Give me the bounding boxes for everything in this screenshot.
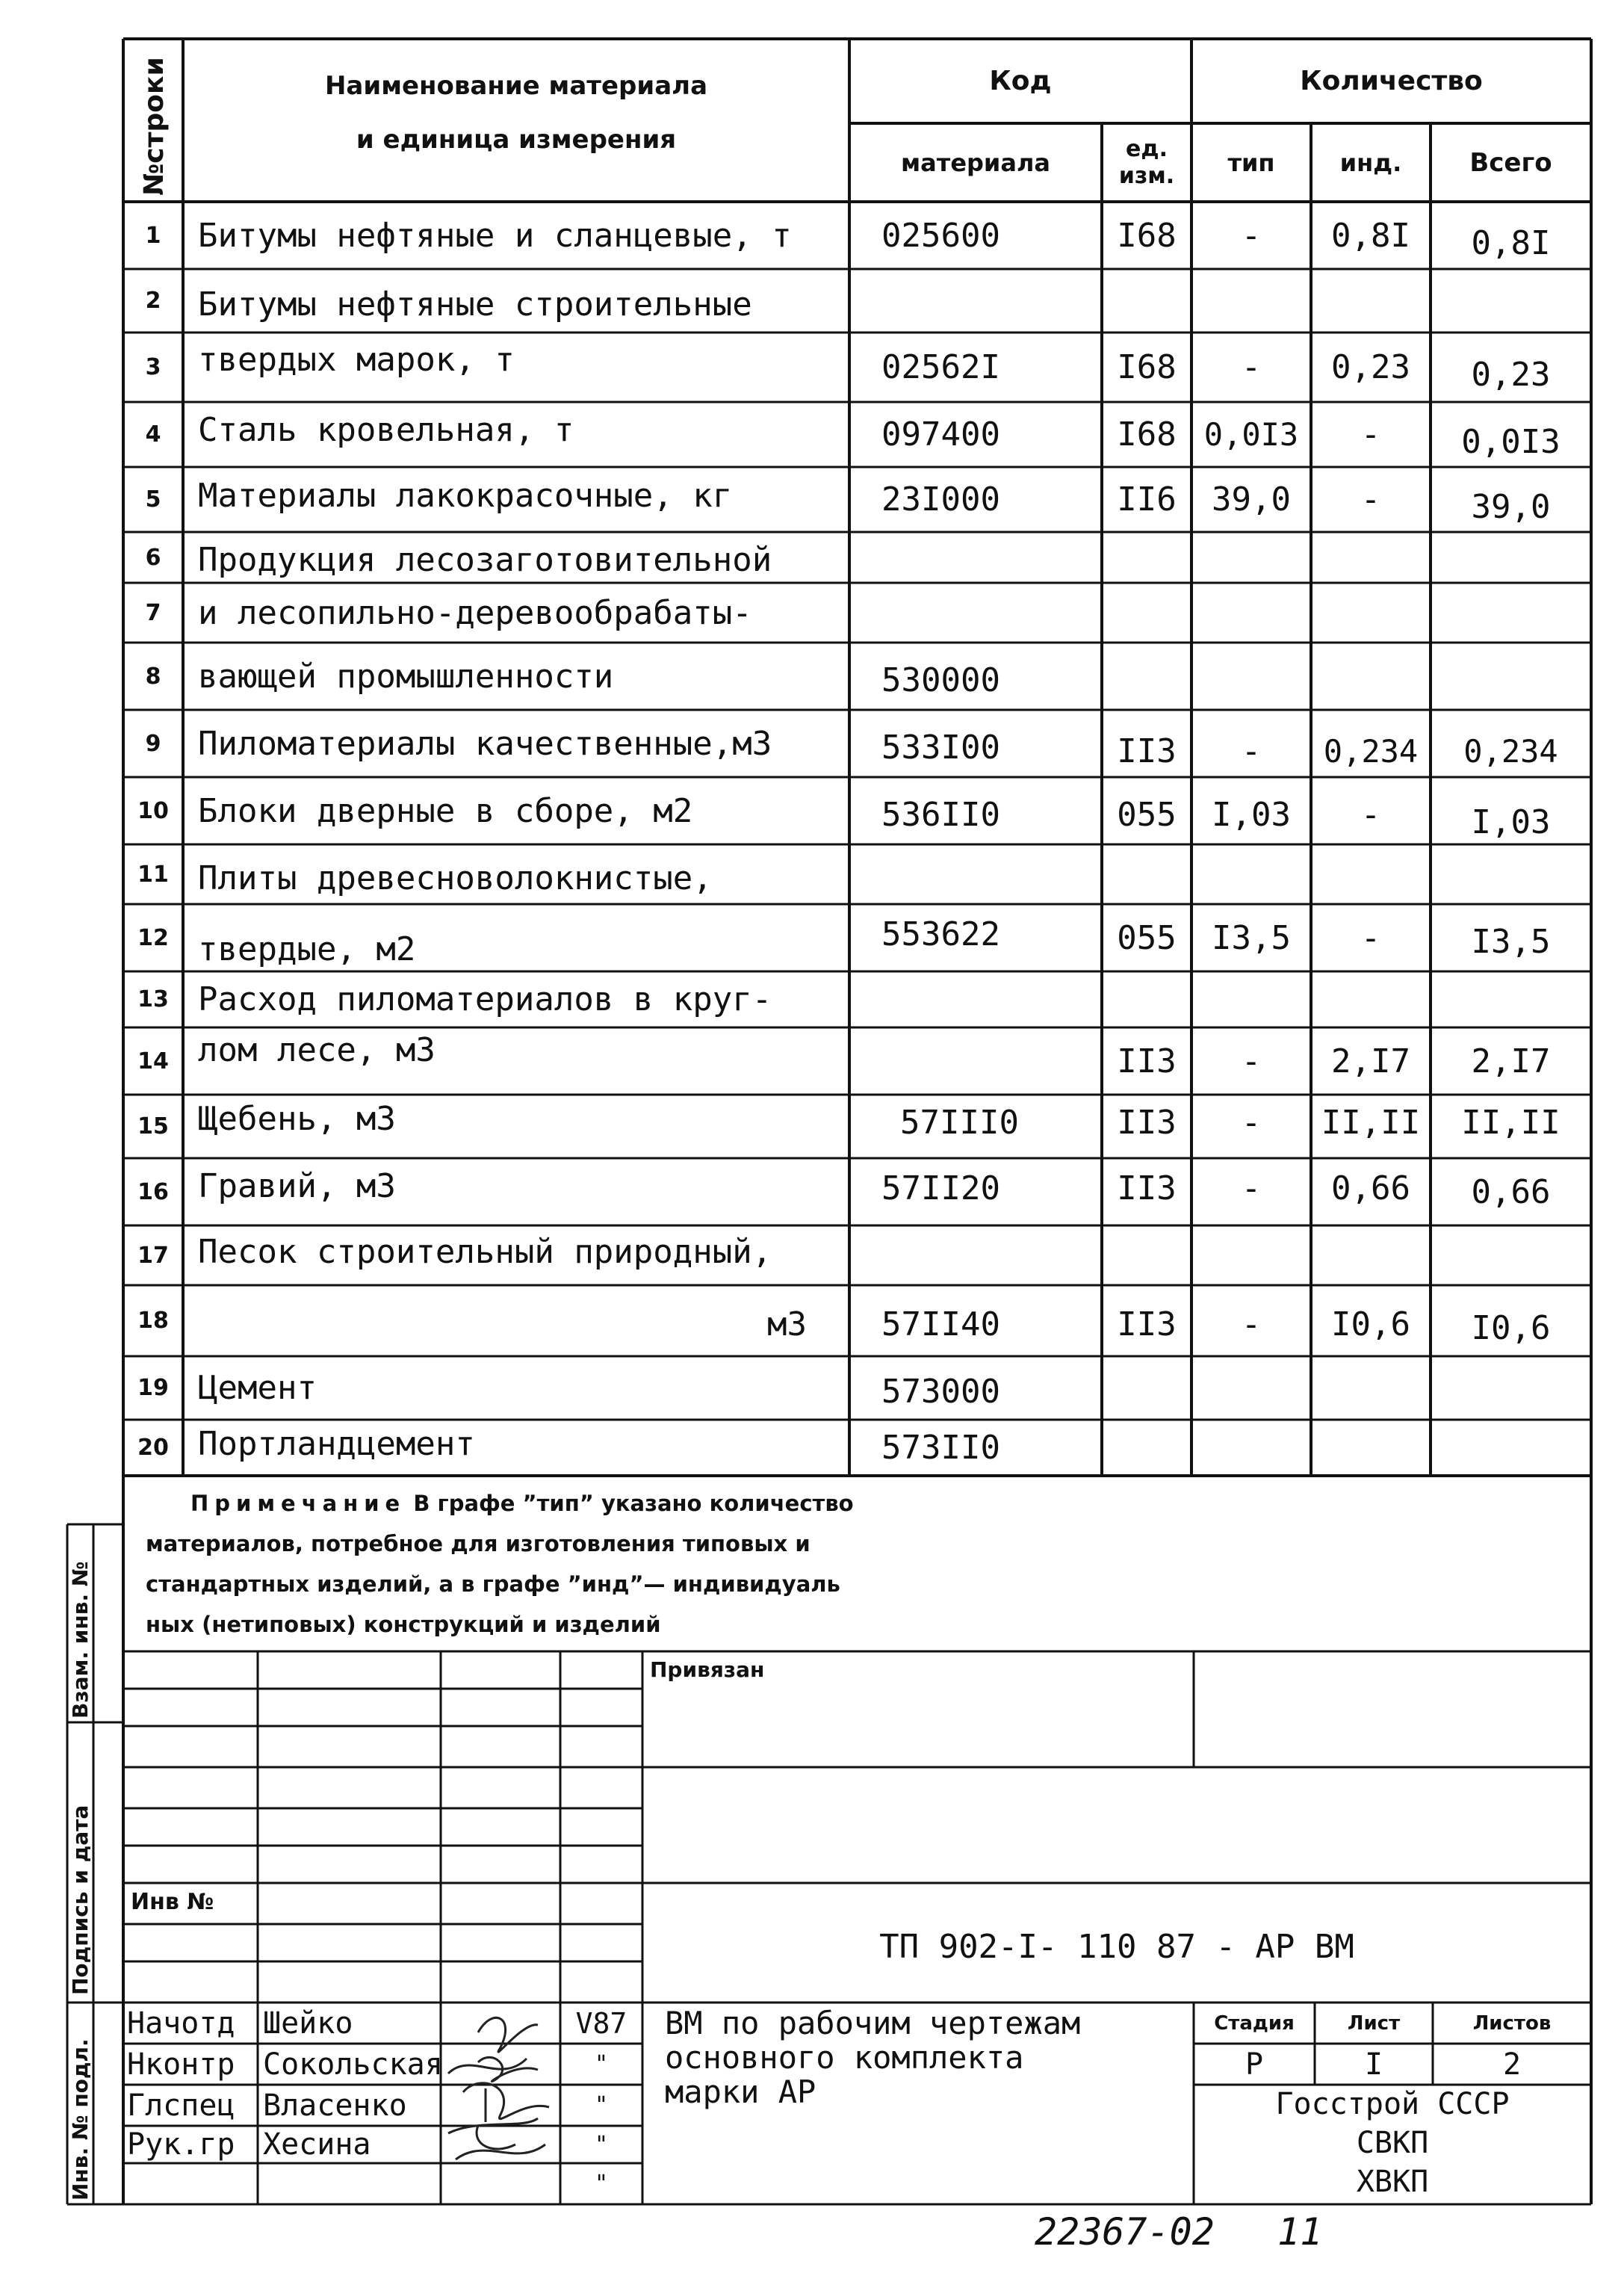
material-code: 573II0 [881, 1429, 1000, 1467]
unit-code: I68 [1117, 216, 1177, 255]
unit-code: II3 [1117, 1305, 1177, 1343]
row-number: 16 [137, 1178, 169, 1205]
qty-type: - [1241, 1042, 1262, 1080]
qty-total: I0,6 [1471, 1309, 1551, 1347]
qty-ind: I0,6 [1331, 1305, 1410, 1343]
signer-role: Рук.гр [127, 2127, 235, 2162]
qty-total: 0,66 [1471, 1172, 1551, 1211]
material-name: Гравий, м3 [198, 1166, 396, 1205]
material-name: твердых марок, т [198, 341, 515, 379]
row-number: 8 [145, 663, 161, 690]
material-name: лом лесе, м3 [198, 1030, 436, 1069]
row-number: 4 [145, 421, 161, 448]
qty-total: I3,5 [1471, 922, 1551, 961]
signer-name: Сокольская [263, 2047, 443, 2082]
sheet-label: Лист [1347, 2011, 1401, 2035]
sheets-value: 2 [1502, 2047, 1522, 2082]
material-code: 533I00 [881, 728, 1000, 767]
material-name: м3 [767, 1305, 807, 1343]
signature-vlasenko [463, 2083, 549, 2122]
row-number: 17 [137, 1242, 169, 1269]
signer-name: Хесина [263, 2127, 371, 2162]
privyazan-label: Привязан [650, 1657, 765, 1682]
archive-number: 22367-02 [1035, 2210, 1215, 2254]
unit-code: II3 [1117, 1042, 1177, 1080]
qty-ind: - [1360, 918, 1381, 957]
unit-code: I68 [1117, 348, 1177, 386]
material-code: 553622 [881, 915, 1000, 953]
row-number: 1 [145, 222, 161, 249]
org-line2: СВКП [1356, 2126, 1429, 2160]
unit-code: 055 [1117, 795, 1177, 834]
qty-type: - [1241, 1305, 1262, 1343]
note-line2: материалов, потребное для изготовления типовых и [146, 1531, 811, 1556]
signer-date: V87 [575, 2006, 627, 2040]
signer-date: " [594, 2092, 609, 2118]
document-code: ТП 902-I- 110 87 - АР ВМ [879, 1927, 1354, 1966]
row-number: 20 [137, 1435, 169, 1461]
material-name: твердые, м2 [198, 930, 416, 968]
note-title: Примечание [190, 1491, 406, 1516]
qty-ind: 0,23 [1331, 348, 1410, 386]
qty-type: - [1241, 1169, 1262, 1207]
row-number: 14 [137, 1048, 169, 1074]
material-name: вающей промышленности [198, 657, 614, 696]
material-code: 097400 [881, 415, 1000, 454]
material-code: 57III0 [900, 1104, 1019, 1142]
qty-total-header: Всего [1469, 147, 1552, 178]
row-number: 11 [137, 861, 169, 888]
row-number: 18 [137, 1308, 169, 1334]
row-number: 15 [137, 1113, 169, 1139]
unit-code: 055 [1117, 918, 1177, 957]
qty-total: 0,23 [1471, 356, 1551, 394]
code-material-header: материала [901, 148, 1050, 177]
row-number: 5 [145, 486, 161, 513]
signer-name: Шейко [263, 2006, 353, 2041]
replace-inv-label: Взам. инв. № [68, 1561, 93, 1719]
qty-ind: II,II [1321, 1104, 1421, 1142]
qty-total: I,03 [1471, 803, 1551, 841]
signer-name: Власенко [263, 2088, 407, 2123]
material-code: 23I000 [881, 480, 1000, 519]
qty-total: 39,0 [1471, 488, 1551, 526]
unit-code: II6 [1117, 480, 1177, 519]
material-code: 530000 [881, 661, 1000, 699]
qty-type: - [1241, 1104, 1262, 1142]
material-name: Цемент [198, 1369, 317, 1407]
signer-date: " [594, 2131, 609, 2158]
row-number: 6 [145, 544, 161, 571]
row-number-header: №строки [139, 57, 170, 196]
unit-code: II3 [1117, 1104, 1177, 1142]
material-name: Битумы нефтяные и сланцевые, т [198, 216, 792, 255]
qty-type: 39,0 [1212, 480, 1291, 519]
org-line3: ХВКП [1356, 2165, 1429, 2199]
material-name: Песок строительный природный, [198, 1232, 772, 1271]
unit-code: II3 [1117, 732, 1177, 770]
signer-role: Нконтр [127, 2047, 235, 2082]
stamp-title-line3: марки АР [665, 2074, 816, 2110]
note-line3: стандартных изделий, а в графе ”инд”— индивидуаль [146, 1571, 840, 1597]
material-code: 02562I [881, 348, 1000, 386]
signer-role: Глспец [127, 2088, 235, 2123]
material-name: Портландцемент [198, 1425, 475, 1463]
code-header: Код [989, 66, 1052, 96]
qty-type-header: тип [1227, 148, 1275, 177]
qty-total: II,II [1461, 1104, 1561, 1142]
qty-ind: 0,234 [1323, 732, 1419, 770]
row-number: 3 [145, 354, 161, 380]
note-line1: В графе ”тип” указано количество [413, 1491, 854, 1516]
inv-podl-label: Инв. № подл. [68, 2038, 93, 2201]
row-number: 2 [145, 288, 161, 314]
sheet-value: I [1364, 2047, 1383, 2082]
row-number: 9 [145, 730, 161, 757]
qty-total: 0,8I [1471, 223, 1551, 262]
qty-type: I,03 [1212, 795, 1291, 834]
material-name: Пиломатериалы качественные,м3 [198, 724, 772, 763]
org-line1: Госстрой СССР [1275, 2087, 1510, 2121]
signer-role: Начотд [127, 2006, 235, 2041]
row-number: 7 [145, 599, 161, 626]
material-code: 57II40 [881, 1305, 1000, 1343]
note-block [146, 1483, 1117, 1645]
qty-total: 0,234 [1463, 732, 1558, 770]
qty-type: - [1241, 348, 1262, 386]
name-header-line2: и единица измерения [356, 125, 677, 155]
code-unit-header: ед. изм. [1118, 135, 1175, 189]
material-code: 025600 [881, 216, 1000, 255]
stamp-title [665, 2006, 1080, 2109]
material-name: Расход пиломатериалов в круг- [198, 980, 772, 1018]
page-number: 11 [1277, 2210, 1323, 2254]
material-code: 57II20 [881, 1169, 1000, 1207]
sign-date-label: Подпись и дата [68, 1805, 93, 1995]
qty-total: 2,I7 [1471, 1042, 1551, 1080]
qty-total: 0,0I3 [1461, 423, 1561, 461]
material-name: Блоки дверные в сборе, м2 [198, 791, 693, 830]
unit-code: I68 [1117, 415, 1177, 454]
inv-no-label: Инв № [131, 1889, 214, 1915]
extra-date-mark: " [594, 2171, 609, 2197]
qty-ind-header: инд. [1339, 148, 1402, 177]
signer-date: " [594, 2051, 609, 2077]
material-name: Материалы лакокрасочные, кг [198, 477, 733, 515]
qty-type: I3,5 [1212, 918, 1291, 957]
signature-khesina [448, 2118, 545, 2159]
qty-ind: - [1360, 795, 1381, 834]
qty-type: 0,0I3 [1203, 416, 1299, 453]
note-line4: ных (нетиповых) конструкций и изделий [146, 1612, 661, 1637]
qty-ind: - [1360, 415, 1381, 454]
material-name: Щебень, м3 [198, 1100, 396, 1138]
qty-type: - [1241, 732, 1262, 770]
name-header-line1: Наименование материала [324, 71, 708, 101]
material-name: Сталь кровельная, т [198, 411, 574, 449]
qty-ind: - [1360, 480, 1381, 519]
row-number: 10 [137, 797, 169, 824]
unit-code: II3 [1117, 1169, 1177, 1207]
stamp-title-line2: основного комплекта [665, 2039, 1024, 2076]
material-name: Плиты древесноволокнистые, [198, 859, 713, 897]
material-code: 573000 [881, 1373, 1000, 1411]
qty-ind: 0,8I [1331, 216, 1410, 255]
stage-value: Р [1245, 2047, 1264, 2082]
stamp-title-line1: ВМ по рабочим чертежам [665, 2005, 1081, 2041]
row-number: 19 [137, 1375, 169, 1401]
row-number: 13 [137, 986, 169, 1012]
qty-ind: 0,66 [1331, 1169, 1410, 1207]
quantity-header: Количество [1300, 66, 1483, 96]
qty-ind: 2,I7 [1331, 1042, 1410, 1080]
sheets-label: Листов [1472, 2011, 1552, 2035]
qty-type: - [1241, 216, 1262, 255]
stage-label: Стадия [1214, 2011, 1295, 2035]
row-number: 12 [137, 924, 169, 951]
material-name: Битумы нефтяные строительные [198, 285, 752, 324]
material-name: и лесопильно-деревообрабаты- [198, 593, 752, 632]
material-code: 536II0 [881, 795, 1000, 834]
signature-marks [448, 2017, 549, 2159]
material-name: Продукция лесозаготовительной [198, 540, 772, 579]
